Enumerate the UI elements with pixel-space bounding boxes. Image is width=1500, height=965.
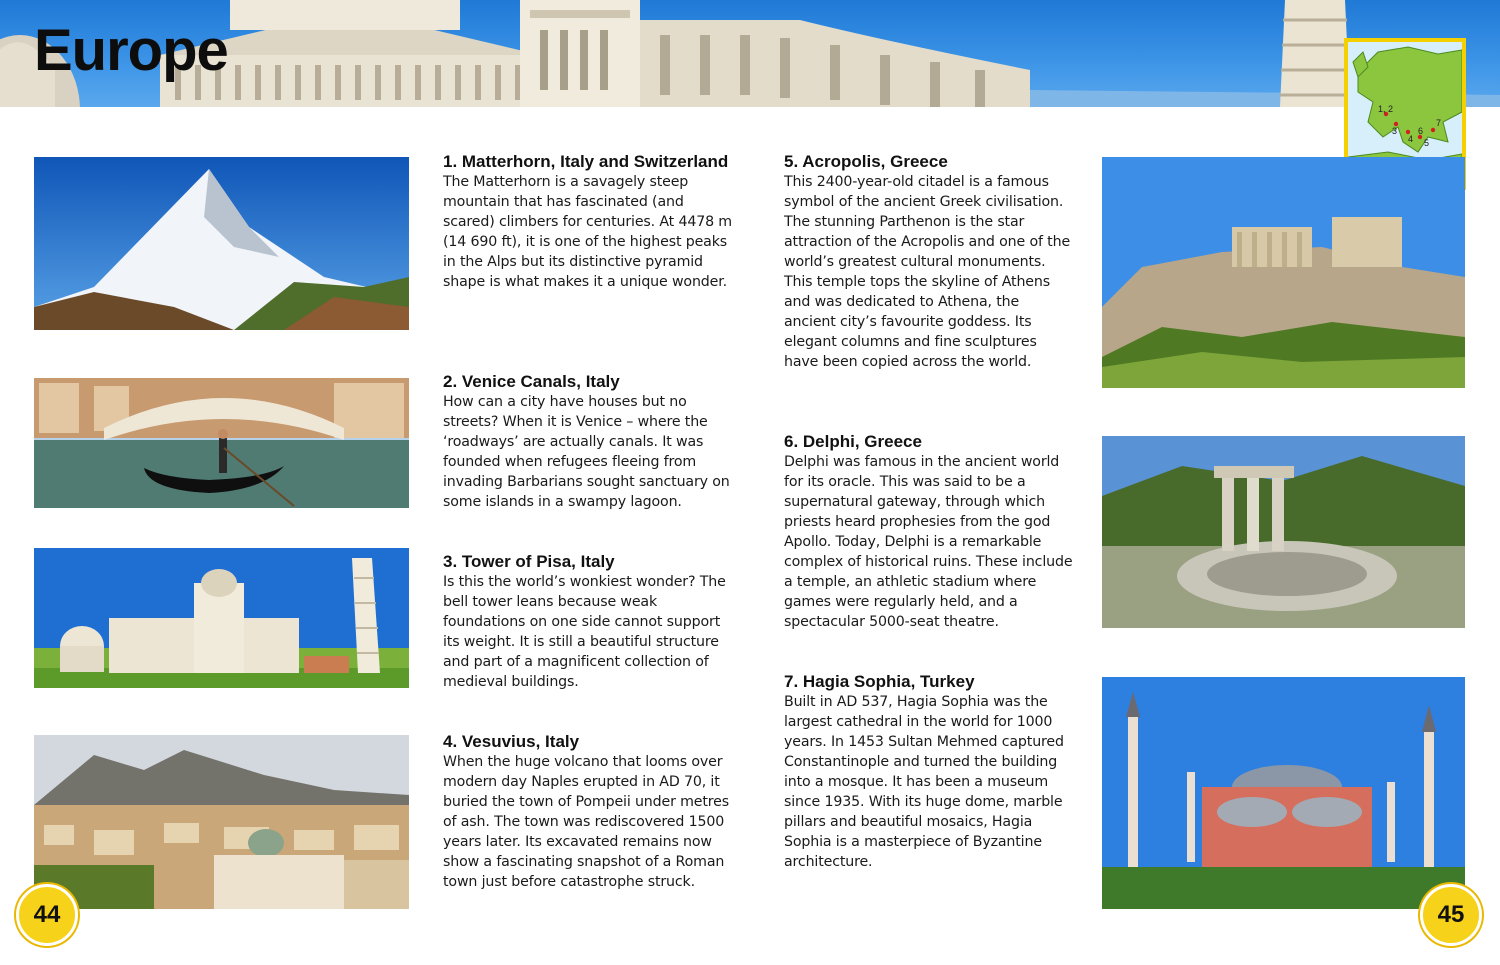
acropolis-photo: [1102, 157, 1465, 388]
entry-matterhorn: [443, 152, 733, 292]
tower-of-pisa-photo: [34, 548, 409, 688]
entry-heading: 4. Vesuvius, Italy: [443, 732, 580, 751]
entry-heading: 7. Hagia Sophia, Turkey: [784, 672, 975, 691]
header-banner: [0, 0, 1500, 107]
map-marker-label: 7: [1436, 118, 1442, 128]
entry-heading: 1. Matterhorn, Italy and Switzerland: [443, 152, 729, 171]
entry-hagia-sophia: [784, 672, 1074, 872]
page-number-right: 45: [1420, 884, 1482, 946]
entry-tower-of-pisa: [443, 552, 733, 692]
page-title: Europe: [34, 18, 228, 83]
entry-text: Built in AD 537, Hagia Sophia was the largest cathedral in the world for 1000 years. In 1453 Sultan Mehmed captured Constantinople and turned the building into a mosque. It has been a museum since 1935. With its huge dome, marble pillars and beautiful mosaics, Hagia Sophia is a masterpiece of Byzantine architecture.: [784, 694, 1064, 870]
map-marker-label: 3: [1392, 126, 1398, 136]
entry-text: Is this the world’s wonkiest wonder? The bell tower leans because weak foundations on one side cannot support its weight. It is still a beautiful structure and part of a magnificent collection of medieval buildings.: [443, 574, 726, 690]
entry-text: Delphi was famous in the ancient world for its oracle. This was said to be a supernatural gateway, through which priests heard prophesies from the god Apollo. Today, Delphi is a remarkable complex of historical ruins. These include a temple, an athletic stadium where games were regularly held, and a spectacular 5000-seat theatre.: [784, 454, 1073, 630]
entry-text: This 2400-year-old citadel is a famous symbol of the ancient Greek civilisation. The stunning Parthenon is the star attraction of the Acropolis and one of the world’s greatest cultural monuments. This temple tops the skyline of Athens and was dedicated to Athena, the ancient city’s favourite goddess. Its elegant columns and fine sculptures have been copied across the world.: [784, 174, 1071, 370]
entry-heading: 5. Acropolis, Greece: [784, 152, 948, 171]
entry-venice-canals: [443, 372, 733, 512]
entry-heading: 3. Tower of Pisa, Italy: [443, 552, 615, 571]
entry-acropolis: [784, 152, 1074, 372]
page-number-left: 44: [16, 884, 78, 946]
delphi-photo: [1102, 436, 1465, 628]
hagia-sophia-photo: [1102, 677, 1465, 909]
entry-heading: 6. Delphi, Greece: [784, 432, 922, 451]
map-marker-label: 4: [1408, 134, 1414, 144]
matterhorn-photo: [34, 157, 409, 330]
venice-canals-photo: [34, 378, 409, 508]
map-marker-label: 6: [1418, 126, 1424, 136]
entry-text: How can a city have houses but no streets? When it is Venice – where the ‘roadways’ are actually canals. It was founded when refugees fleeing from invading Barbarians sought sanctuary on some islands in a swampy lagoon.: [443, 394, 730, 510]
entry-text: When the huge volcano that looms over modern day Naples erupted in AD 70, it buried the town of Pompeii under metres of ash. The town was rediscovered 1500 years later. Its excavated remains now show a fascinating snapshot of a Roman town just before catastrophe struck.: [443, 754, 729, 890]
map-marker-label: 1, 2: [1378, 104, 1394, 114]
map-marker-label: 5: [1424, 138, 1430, 148]
entry-text: The Matterhorn is a savagely steep mountain that has fascinated (and scared) climbers for centuries. At 4478 m (14 690 ft), it is one of the highest peaks in the Alps but its distinctive pyramid shape is what makes it a unique wonder.: [443, 174, 732, 290]
vesuvius-photo: [34, 735, 409, 909]
entry-heading: 2. Venice Canals, Italy: [443, 372, 620, 391]
entry-vesuvius: [443, 732, 733, 892]
entry-delphi: [784, 432, 1074, 632]
